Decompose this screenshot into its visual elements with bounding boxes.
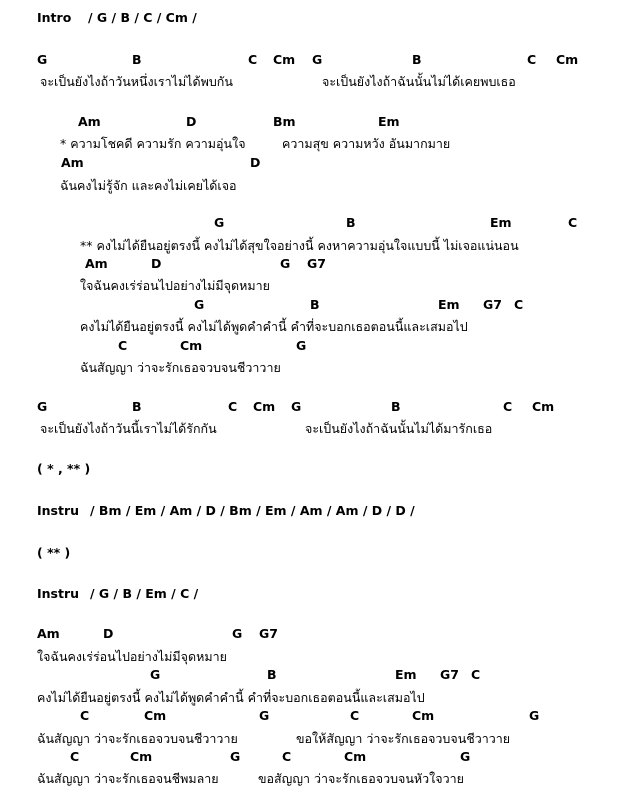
chord: Cm — [344, 749, 367, 764]
chord: G — [214, 215, 225, 230]
lyric: จะเป็นยังไงถ้าฉันนั้นไม่ได้มารักเธอ — [305, 421, 493, 436]
chord: B — [267, 667, 277, 682]
chord: G7 — [483, 297, 502, 312]
lyric: จะเป็นยังไงถ้าวันนี้เราไม่ได้รักกัน — [40, 421, 217, 436]
chord: C — [527, 52, 537, 67]
chord: Cm — [180, 338, 203, 353]
repeat-marker-1 — [0, 461, 620, 481]
lyric: * ความโชคดี ความรัก ความอุ่นใจ — [60, 136, 246, 151]
outro-lyric-line-1 — [0, 647, 620, 667]
instru-chords: / Bm / Em / Am / D / Bm / Em / Am / Am / D / D / — [90, 503, 415, 518]
chord: C — [282, 749, 292, 764]
outro-chord-line-3 — [0, 708, 620, 728]
chord: G — [37, 399, 48, 414]
lyric: ความสุข ความหวัง อันมากมาย — [282, 136, 451, 151]
chorus-lyric-line-2 — [0, 276, 620, 296]
instru-label: Instru — [37, 586, 80, 601]
pre-lyric-line-1 — [0, 134, 620, 154]
lyric: ขอให้สัญญา ว่าจะรักเธอจวบจนชีวาวาย — [296, 731, 511, 746]
chord: Cm — [273, 52, 296, 67]
chord: D — [250, 155, 261, 170]
chord: B — [412, 52, 422, 67]
chord: G — [37, 52, 48, 67]
chord: C — [471, 667, 481, 682]
chord: Em — [378, 114, 400, 129]
chorus-lyric-line-3 — [0, 317, 620, 337]
chord: C — [503, 399, 513, 414]
chorus-lyric-line-4 — [0, 358, 620, 378]
outro-lyric-line-2 — [0, 688, 620, 708]
chorus-chord-line-1 — [0, 215, 620, 235]
chord: B — [132, 399, 142, 414]
repeat-text: ( * , ** ) — [37, 461, 91, 476]
chord: Cm — [412, 708, 435, 723]
instru-chords: / G / B / Em / C / — [90, 586, 199, 601]
chord: D — [151, 256, 162, 271]
outro-chord-line-2 — [0, 667, 620, 687]
chord: G — [150, 667, 161, 682]
chord: Cm — [532, 399, 555, 414]
chord: Bm — [273, 114, 296, 129]
lyric: ใจฉันคงเร่ร่อนไปอย่างไม่มีจุดหมาย — [37, 649, 227, 664]
chorus-chord-line-4 — [0, 338, 620, 358]
outro-chord-line-1 — [0, 626, 620, 646]
pre-chord-line-2 — [0, 155, 620, 175]
chord: Cm — [253, 399, 276, 414]
chord: Am — [78, 114, 101, 129]
pre-chord-line-1 — [0, 114, 620, 134]
outro-lyric-line-3 — [0, 729, 620, 749]
chord: G — [312, 52, 323, 67]
chord: G — [232, 626, 243, 641]
lyric: ฉันสัญญา ว่าจะรักเธอจวบจนชีวาวาย — [37, 731, 238, 746]
instru-line-2 — [0, 586, 620, 606]
chord: G — [280, 256, 291, 271]
chord: Em — [395, 667, 417, 682]
chord: Am — [37, 626, 60, 641]
outro-lyric-line-4 — [0, 769, 620, 789]
outro-chord-line-4 — [0, 749, 620, 769]
verse2-lyric-line — [0, 419, 620, 439]
lyric: ฉันสัญญา ว่าจะรักเธอจวบจนชีวาวาย — [80, 360, 281, 375]
verse2-chord-line — [0, 399, 620, 419]
chord: G — [230, 749, 241, 764]
chord: G — [194, 297, 205, 312]
chord: C — [70, 749, 80, 764]
instru-label: Instru — [37, 503, 80, 518]
chord: Em — [438, 297, 460, 312]
chord: Am — [85, 256, 108, 271]
repeat-text: ( ** ) — [37, 545, 71, 560]
verse1-lyric-line — [0, 72, 620, 92]
chord: G — [296, 338, 307, 353]
lyric: ฉันสัญญา ว่าจะรักเธอจนชีพมลาย — [37, 771, 219, 786]
lyric: จะเป็นยังไงถ้าวันหนึ่งเราไม่ได้พบกัน — [40, 74, 233, 89]
chord: B — [346, 215, 356, 230]
chord: Am — [61, 155, 84, 170]
chorus-chord-line-3 — [0, 297, 620, 317]
lyric: ** คงไม่ได้ยืนอยู่ตรงนี้ คงไม่ได้สุขใจอย่างนี้ คงหาความอุ่นใจแบบนี้ ไม่เจอแน่นอน — [80, 238, 519, 253]
chorus-chord-line-2 — [0, 256, 620, 276]
chord: G7 — [259, 626, 278, 641]
chord: B — [391, 399, 401, 414]
chord: B — [310, 297, 320, 312]
chord: D — [186, 114, 197, 129]
chord: C — [118, 338, 128, 353]
chord: Cm — [144, 708, 167, 723]
intro-line — [0, 10, 620, 30]
chord: B — [132, 52, 142, 67]
repeat-marker-2 — [0, 545, 620, 565]
chord: G — [460, 749, 471, 764]
chord: G7 — [440, 667, 459, 682]
verse1-chord-line — [0, 52, 620, 72]
chorus-lyric-line-1 — [0, 236, 620, 256]
chord: C — [350, 708, 360, 723]
instru-line-1 — [0, 503, 620, 523]
chord: D — [103, 626, 114, 641]
chord: C — [514, 297, 524, 312]
lyric: ขอสัญญา ว่าจะรักเธอจวบจนหัวใจวาย — [258, 771, 464, 786]
chord: C — [248, 52, 258, 67]
chord: Cm — [130, 749, 153, 764]
chord: G — [529, 708, 540, 723]
lyric: ใจฉันคงเร่ร่อนไปอย่างไม่มีจุดหมาย — [80, 278, 270, 293]
lyric: คงไม่ได้ยืนอยู่ตรงนี้ คงไม่ได้พูดคำคำนี้ คำที่จะบอกเธอตอนนี้และเสมอไป — [37, 690, 425, 705]
chord: G7 — [307, 256, 326, 271]
chord: G — [259, 708, 270, 723]
chord: Cm — [556, 52, 579, 67]
intro-label: Intro — [37, 10, 72, 25]
lyric: คงไม่ได้ยืนอยู่ตรงนี้ คงไม่ได้พูดคำคำนี้ คำที่จะบอกเธอตอนนี้และเสมอไป — [80, 319, 468, 334]
lyric: ฉันคงไม่รู้จัก และคงไม่เคยได้เจอ — [60, 178, 237, 193]
chord: G — [291, 399, 302, 414]
chord: C — [80, 708, 90, 723]
chord: C — [228, 399, 238, 414]
lyric: จะเป็นยังไงถ้าฉันนั้นไม่ได้เคยพบเธอ — [322, 74, 516, 89]
chord: Em — [490, 215, 512, 230]
pre-lyric-line-2 — [0, 176, 620, 196]
intro-chords: / G / B / C / Cm / — [88, 10, 197, 25]
chord: C — [568, 215, 578, 230]
